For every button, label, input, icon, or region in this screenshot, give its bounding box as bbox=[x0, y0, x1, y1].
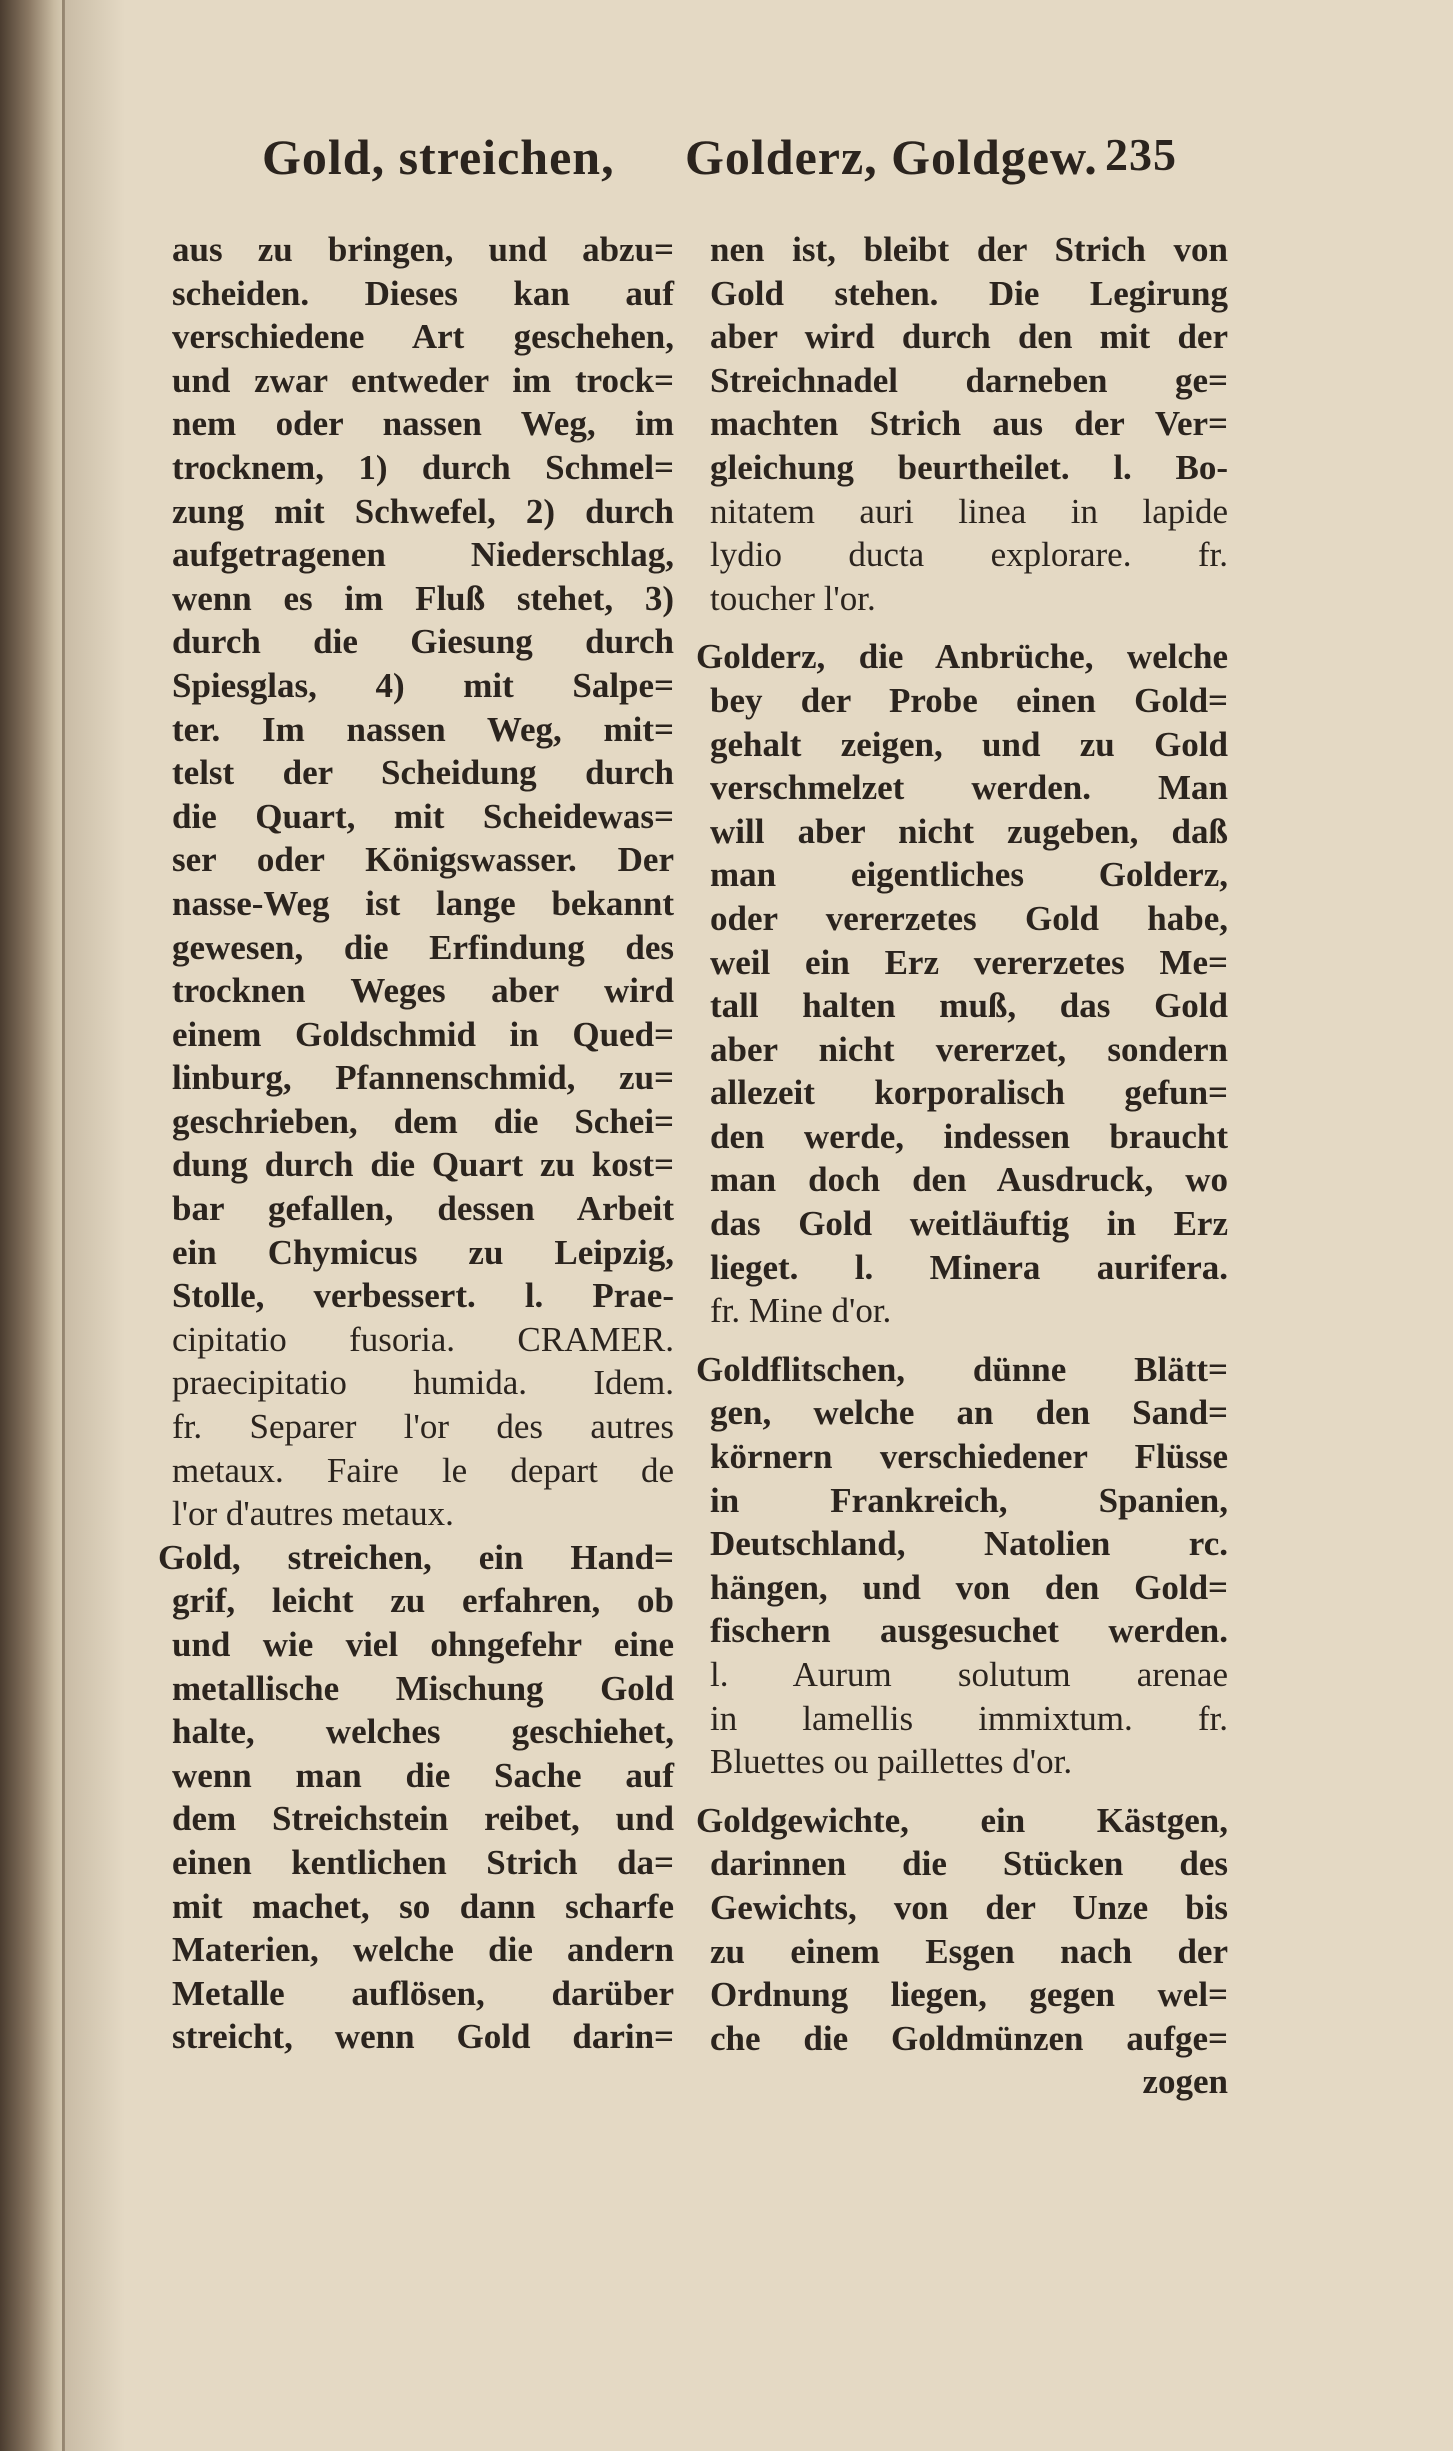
text-line: Ordnung liegen, gegen wel= bbox=[710, 1975, 1228, 2015]
text-line: zu einem Esgen nach der bbox=[710, 1931, 1228, 1971]
text-line: machten Strich aus der Ver= bbox=[710, 404, 1228, 444]
text-line: lydio ducta explorare. fr. bbox=[710, 535, 1228, 575]
entry-headword-line: Golderz, die Anbrüche, welche bbox=[696, 637, 1228, 677]
text-line: nem oder nassen Weg, im bbox=[172, 404, 674, 444]
text-line: fr. Mine d'or. bbox=[710, 1291, 892, 1331]
text-line: dung durch die Quart zu kost= bbox=[172, 1145, 674, 1185]
text-line: hängen, und von den Gold= bbox=[710, 1567, 1228, 1607]
text-line: zung mit Schwefel, 2) durch bbox=[172, 491, 674, 531]
text-line: metaux. Faire le depart de bbox=[172, 1450, 674, 1490]
text-line: gen, welche an den Sand= bbox=[710, 1393, 1228, 1433]
running-head-right: Golderz, Goldgew. bbox=[685, 129, 1098, 185]
text-line: ter. Im nassen Weg, mit= bbox=[172, 709, 674, 749]
text-line: Metalle auflösen, darüber bbox=[172, 1973, 674, 2013]
running-head-left: Gold, streichen, bbox=[262, 129, 615, 185]
right-column bbox=[696, 228, 1228, 2104]
text-line: linburg, Pfannenschmid, zu= bbox=[172, 1058, 674, 1098]
entry-continuation bbox=[172, 228, 674, 1536]
text-line: fr. Separer l'or des autres bbox=[172, 1407, 674, 1447]
text-line: Stolle, verbessert. l. Prae- bbox=[172, 1276, 674, 1316]
text-line: einen kentlichen Strich da= bbox=[172, 1842, 674, 1882]
text-line: grif, leicht zu erfahren, ob bbox=[172, 1581, 674, 1621]
text-line: toucher l'or. bbox=[710, 578, 876, 618]
text-line: gewesen, die Erfindung des bbox=[172, 927, 674, 967]
text-line: nasse-Weg ist lange bekannt bbox=[172, 883, 674, 923]
text-line: in Frankreich, Spanien, bbox=[710, 1480, 1228, 1520]
text-line: gleichung beurtheilet. l. Bo- bbox=[710, 447, 1228, 487]
text-line: telst der Scheidung durch bbox=[172, 753, 674, 793]
catchword: zogen bbox=[1142, 2062, 1228, 2102]
text-line: halte, welches geschiehet, bbox=[172, 1712, 674, 1752]
text-line: aufgetragenen Niederschlag, bbox=[172, 535, 674, 575]
text-line: ein Chymicus zu Leipzig, bbox=[172, 1232, 674, 1272]
text-line: verschiedene Art geschehen, bbox=[172, 317, 674, 357]
text-line: verschmelzet werden. Man bbox=[710, 768, 1228, 808]
text-line: nitatem auri linea in lapide bbox=[710, 491, 1228, 531]
text-line: Bluettes ou paillettes d'or. bbox=[710, 1742, 1073, 1782]
text-line: wenn es im Fluß stehet, 3) bbox=[172, 578, 674, 618]
text-line: praecipitatio humida. Idem. bbox=[172, 1363, 674, 1403]
text-line: mit machet, so dann scharfe bbox=[172, 1886, 674, 1926]
text-line: Gold stehen. Die Legirung bbox=[710, 273, 1228, 313]
text-line: geschrieben, dem die Schei= bbox=[172, 1101, 674, 1141]
text-line: aber nicht vererzet, sondern bbox=[710, 1029, 1228, 1069]
dictionary-entry bbox=[696, 1348, 1228, 1784]
text-line: bar gefallen, dessen Arbeit bbox=[172, 1189, 674, 1229]
text-line: aus zu bringen, und abzu= bbox=[172, 230, 674, 269]
text-line: fischern ausgesuchet werden. bbox=[710, 1611, 1228, 1651]
text-line: allezeit korporalisch gefun= bbox=[710, 1073, 1228, 1113]
text-line: den werde, indessen braucht bbox=[710, 1116, 1228, 1156]
text-line: aber wird durch den mit der bbox=[710, 317, 1228, 357]
text-line: ser oder Königswasser. Der bbox=[172, 840, 674, 880]
text-line: metallische Mischung Gold bbox=[172, 1668, 674, 1708]
left-column bbox=[158, 228, 674, 2059]
entry-continuation bbox=[710, 228, 1228, 620]
page-fold-shadow bbox=[65, 0, 125, 2451]
text-line: durch die Giesung durch bbox=[172, 622, 674, 662]
text-line: trocknen Weges aber wird bbox=[172, 971, 674, 1011]
text-line: scheiden. Dieses kan auf bbox=[172, 273, 674, 313]
text-line: Materien, welche die andern bbox=[172, 1930, 674, 1970]
text-line: wenn man die Sache auf bbox=[172, 1755, 674, 1795]
text-line: in lamellis immixtum. fr. bbox=[710, 1698, 1228, 1738]
entry-headword-line: Goldflitschen, dünne Blätt= bbox=[696, 1349, 1228, 1389]
entry-headword-line: Goldgewichte, ein Kästgen, bbox=[696, 1800, 1228, 1840]
text-line: man doch den Ausdruck, wo bbox=[710, 1160, 1228, 1200]
dictionary-entry bbox=[696, 635, 1228, 1333]
text-line: l'or d'autres metaux. bbox=[172, 1494, 454, 1534]
text-line: cipitatio fusoria. CRAMER. bbox=[172, 1319, 674, 1359]
text-line: darinnen die Stücken des bbox=[710, 1844, 1228, 1884]
text-line: bey der Probe einen Gold= bbox=[710, 680, 1228, 720]
text-line: Deutschland, Natolien rc. bbox=[710, 1524, 1228, 1564]
book-gutter bbox=[0, 0, 64, 2451]
text-line: Gewichts, von der Unze bis bbox=[710, 1887, 1228, 1927]
text-line: Streichnadel darneben ge= bbox=[710, 360, 1228, 400]
text-line: Spiesglas, 4) mit Salpe= bbox=[172, 665, 674, 705]
text-line: einem Goldschmid in Qued= bbox=[172, 1014, 674, 1054]
text-line: nen ist, bleibt der Strich von bbox=[710, 230, 1228, 269]
text-line: will aber nicht zugeben, daß bbox=[710, 811, 1228, 851]
text-line: oder vererzetes Gold habe, bbox=[710, 898, 1228, 938]
dictionary-entry bbox=[696, 1799, 1228, 2104]
dictionary-entry bbox=[158, 1536, 674, 2059]
text-line: körnern verschiedener Flüsse bbox=[710, 1437, 1228, 1477]
text-line: weil ein Erz vererzetes Me= bbox=[710, 942, 1228, 982]
text-line: die Quart, mit Scheidewas= bbox=[172, 796, 674, 836]
text-line: trocknem, 1) durch Schmel= bbox=[172, 447, 674, 487]
text-line: l. Aurum solutum arenae bbox=[710, 1655, 1228, 1694]
text-line: man eigentliches Golderz, bbox=[710, 855, 1228, 895]
text-line: tall halten muß, das Gold bbox=[710, 986, 1228, 1026]
page-number: 235 bbox=[1105, 129, 1177, 180]
text-line: streicht, wenn Gold darin= bbox=[172, 2017, 674, 2057]
text-line: das Gold weitläuftig in Erz bbox=[710, 1204, 1228, 1244]
entry-headword-line: Gold, streichen, ein Hand= bbox=[158, 1537, 674, 1577]
text-line: und wie viel ohngefehr eine bbox=[172, 1625, 674, 1664]
text-line: dem Streichstein reibet, und bbox=[172, 1799, 674, 1839]
text-line: lieget. l. Minera aurifera. bbox=[710, 1247, 1228, 1287]
text-line: gehalt zeigen, und zu Gold bbox=[710, 724, 1228, 764]
text-line: und zwar entweder im trock= bbox=[172, 360, 674, 400]
text-line: che die Goldmünzen aufge= bbox=[710, 2018, 1228, 2058]
